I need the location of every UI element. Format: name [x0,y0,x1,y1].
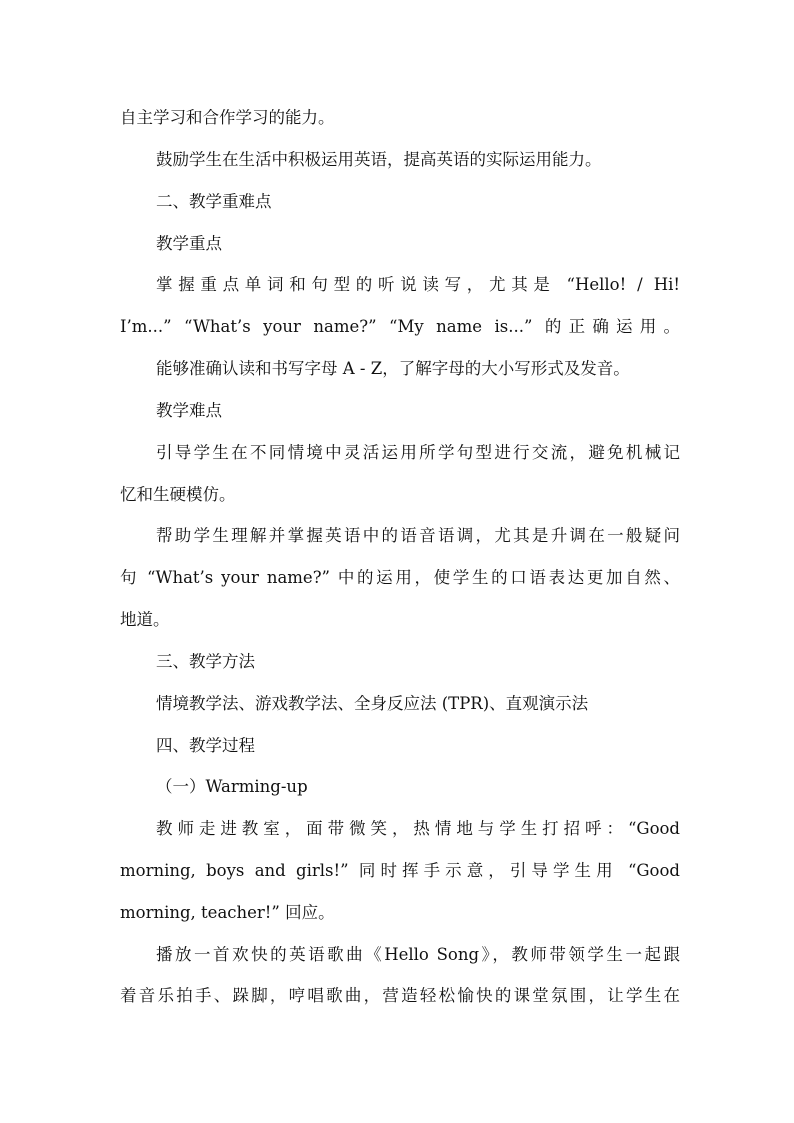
subsection-heading: 教学难点 [156,401,222,420]
text-line: I’m...” “What’s your name?” “My name is...” 的正确运用。 [120,317,680,336]
text-line: 忆和生硬模仿。 [120,485,236,504]
section-heading: 三、教学方法 [156,652,255,671]
text-line: 自主学习和合作学习的能力。 [120,108,335,127]
text-line: 能够准确认读和书写字母 A - Z，了解字母的大小写形式及发音。 [156,359,630,378]
text-line: 情境教学法、游戏教学法、全身反应法 (TPR)、直观演示法 [156,694,589,713]
text-line: morning, teacher!” 回应。 [120,903,335,922]
text-line: 帮助学生理解并掌握英语中的语音语调，尤其是升调在一般疑问 [156,526,680,545]
section-heading: 二、教学重难点 [156,192,272,211]
text-line: 句 “What’s your name?” 中的运用，使学生的口语表达更加自然、 [120,568,680,587]
text-line: 鼓励学生在生活中积极运用英语，提高英语的实际运用能力。 [156,150,602,169]
text-line: morning, boys and girls!” 同时挥手示意，引导学生用 “Good [120,861,680,880]
section-heading: 四、教学过程 [156,736,255,755]
text-line: 地道。 [120,610,170,629]
subsection-heading: （一）Warming-up [156,777,308,796]
text-line: 引导学生在不同情境中灵活运用所学句型进行交流，避免机械记 [156,443,680,462]
text-line: 着音乐拍手、跺脚，哼唱歌曲，营造轻松愉快的课堂氛围，让学生在 [120,986,680,1005]
text-line: 教师走进教室，面带微笑，热情地与学生打招呼：“Good [156,819,680,838]
text-line: 播放一首欢快的英语歌曲《Hello Song》，教师带领学生一起跟 [156,945,680,964]
subsection-heading: 教学重点 [156,234,222,253]
text-line: 掌握重点单词和句型的听说读写，尤其是 “Hello! / Hi! [156,275,680,294]
